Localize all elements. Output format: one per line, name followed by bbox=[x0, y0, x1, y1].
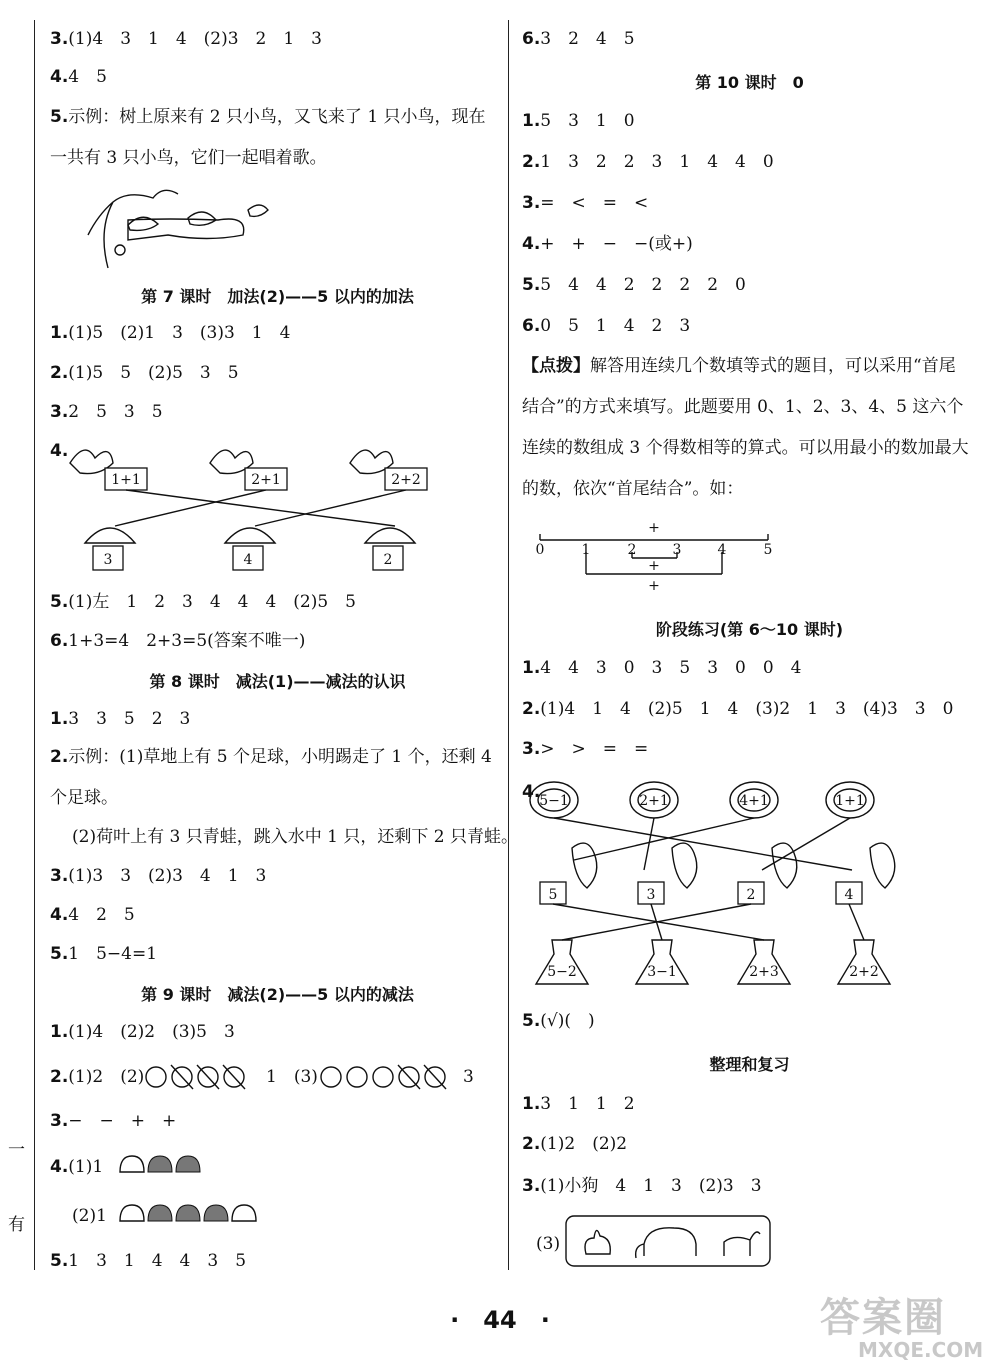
answer-line: 2.1 3 2 2 3 1 4 4 0 bbox=[522, 152, 774, 172]
answer-line: (2)荷叶上有 3 只青蛙，跳入水中 1 只，还剩下 2 只青蛙。 bbox=[72, 827, 518, 847]
crossed-circles-b bbox=[320, 1064, 456, 1090]
answer-line: 3.(1)4 3 1 4 (2)3 2 1 3 bbox=[50, 29, 322, 49]
number-label: 5 bbox=[763, 542, 773, 558]
dress-label: 5−2 bbox=[547, 964, 577, 980]
page-number: · 44 · bbox=[450, 1306, 550, 1334]
match-line bbox=[574, 818, 754, 860]
answer-line: 1.5 3 1 0 bbox=[522, 111, 635, 131]
answer-line: 4.(1)1 bbox=[50, 1157, 104, 1177]
answer-line: 3.= < = < bbox=[522, 193, 649, 213]
answer-line: 5.(1)左 1 2 3 4 4 4 (2)5 5 bbox=[50, 592, 356, 612]
answer-line: 3 bbox=[463, 1067, 474, 1087]
section-heading: 阶段练习(第 6～10 课时) bbox=[655, 620, 844, 639]
dress-label: 2+3 bbox=[749, 964, 779, 980]
answer-line: 3.2 5 3 5 bbox=[50, 402, 163, 422]
plus-sign: + bbox=[648, 558, 660, 574]
bird-house-matching-diagram bbox=[65, 438, 485, 578]
answer-line: 4.4 2 5 bbox=[50, 905, 135, 925]
watermark-url: MXQE.COM bbox=[858, 1338, 984, 1362]
peaches-row-1 bbox=[118, 1150, 208, 1180]
answer-line: 5.1 3 1 4 4 3 5 bbox=[50, 1251, 247, 1271]
match-bottom-label: 2 bbox=[383, 552, 393, 568]
answer-line: 2.(1)2 (2)2 bbox=[522, 1134, 628, 1154]
answer-line: 1.4 4 3 0 3 5 3 0 0 4 bbox=[522, 658, 802, 678]
number-label: 3 bbox=[672, 542, 682, 558]
answer-line: 2.(1)2 (2) bbox=[50, 1067, 145, 1087]
answer-line: 3.− − + + bbox=[50, 1111, 177, 1131]
answer-line: 4.4 5 bbox=[50, 67, 107, 87]
animals-box-drawing bbox=[564, 1214, 774, 1270]
match-top-label: 2+2 bbox=[391, 472, 421, 488]
answer-line: 3.(1)小狗 4 1 3 (2)3 3 bbox=[522, 1176, 762, 1196]
plus-sign: + bbox=[648, 578, 660, 594]
number-label: 2 bbox=[627, 542, 637, 558]
section-heading: 整理和复习 bbox=[709, 1055, 790, 1074]
answer-line: 2.(1)5 5 (2)5 3 5 bbox=[50, 363, 239, 383]
match-line bbox=[255, 490, 406, 526]
dress-label: 2+2 bbox=[849, 964, 879, 980]
bird-label: 3 bbox=[646, 887, 656, 903]
answer-line: 6.0 5 1 4 2 3 bbox=[522, 316, 691, 336]
match-line bbox=[126, 490, 395, 526]
answer-line: 2.(1)4 1 4 (2)5 1 4 (3)2 1 3 (4)3 3 0 bbox=[522, 699, 954, 719]
answer-line: 6.1+3=4 2+3=5(答案不唯一) bbox=[50, 631, 306, 651]
flower-label: 4+1 bbox=[739, 793, 769, 809]
section-heading: 第 10 课时 0 bbox=[695, 73, 804, 92]
bird-label: 4 bbox=[844, 887, 854, 903]
match-bottom-label: 4 bbox=[243, 552, 253, 568]
answer-line: 4.+ + − −(或+) bbox=[522, 234, 693, 254]
answer-line: 5.(√)( ) bbox=[522, 1011, 595, 1031]
tip-paragraph: 【点拨】解答用连续几个数填等式的题目，可以采用“首尾结合”的方式来填写。此题要用 0、1、2、3、4、5 这六个连续的数组成 3 个得数相等的算式。可以用最小的数加最大的数，依次“首尾结合”。如： bbox=[522, 356, 969, 499]
left-margin-rule bbox=[34, 20, 35, 1270]
answer-line: 6.3 2 4 5 bbox=[522, 29, 635, 49]
answer-line: 4. bbox=[522, 782, 541, 802]
margin-char-2: 有 bbox=[8, 1215, 25, 1235]
number-label: 0 bbox=[535, 542, 545, 558]
flower-bird-dress-matching-diagram bbox=[532, 778, 952, 1000]
match-line bbox=[115, 490, 266, 526]
peaches-row-2 bbox=[118, 1199, 268, 1229]
answer-line: 1.(1)5 (2)1 3 (3)3 1 4 bbox=[50, 323, 291, 343]
margin-char-1: 一 bbox=[8, 1140, 25, 1160]
answer-line: 4. bbox=[50, 441, 69, 461]
match-line bbox=[849, 904, 864, 940]
tree-birds-drawing bbox=[68, 180, 308, 270]
flower-label: 1+1 bbox=[835, 793, 865, 809]
answer-line: (2)1 bbox=[72, 1206, 107, 1226]
section-heading: 第 7 课时 加法(2)——5 以内的加法 bbox=[141, 287, 414, 306]
tip-label: 【点拨】 bbox=[522, 356, 590, 376]
answer-line: 5.5 4 4 2 2 2 2 0 bbox=[522, 275, 746, 295]
bird-label: 2 bbox=[746, 887, 756, 903]
answer-line: 3.> > = = bbox=[522, 739, 649, 759]
match-line bbox=[562, 904, 751, 940]
crossed-circles-a bbox=[145, 1064, 255, 1090]
plus-sign: + bbox=[648, 520, 660, 536]
answer-paragraph: 2.示例：(1)草地上有 5 个足球，小明踢走了 1 个，还剩 4 个足球。 bbox=[50, 747, 492, 808]
bird-label: 5 bbox=[548, 887, 558, 903]
column-divider bbox=[508, 20, 509, 1270]
number-label: 1 bbox=[581, 542, 591, 558]
number-label: 4 bbox=[717, 542, 727, 558]
match-top-label: 2+1 bbox=[251, 472, 281, 488]
answer-line: 5.1 5−4=1 bbox=[50, 944, 158, 964]
section-heading: 第 9 课时 减法(2)——5 以内的减法 bbox=[141, 985, 414, 1004]
match-top-label: 1+1 bbox=[111, 472, 141, 488]
answer-line: 1.(1)4 (2)2 (3)5 3 bbox=[50, 1022, 235, 1042]
answer-line: 1.3 3 5 2 3 bbox=[50, 709, 191, 729]
flower-label: 5−1 bbox=[539, 793, 569, 809]
dress-label: 3−1 bbox=[647, 964, 677, 980]
match-bottom-label: 3 bbox=[103, 552, 113, 568]
answer-line: (3) bbox=[536, 1234, 561, 1254]
number-line-diagram bbox=[536, 518, 796, 598]
answer-line: 1 (3) bbox=[266, 1067, 318, 1087]
answer-line: 3.(1)3 3 (2)3 4 1 3 bbox=[50, 866, 267, 886]
section-heading: 第 8 课时 减法(1)——减法的认识 bbox=[149, 672, 406, 691]
answer-paragraph: 5.示例：树上原来有 2 只小鸟，又飞来了 1 只小鸟，现在一共有 3 只小鸟，它们一起唱着歌。 bbox=[50, 107, 486, 168]
flower-label: 2+1 bbox=[639, 793, 669, 809]
watermark-logo: 答案圈 bbox=[820, 1295, 946, 1341]
answer-line: 1.3 1 1 2 bbox=[522, 1094, 635, 1114]
